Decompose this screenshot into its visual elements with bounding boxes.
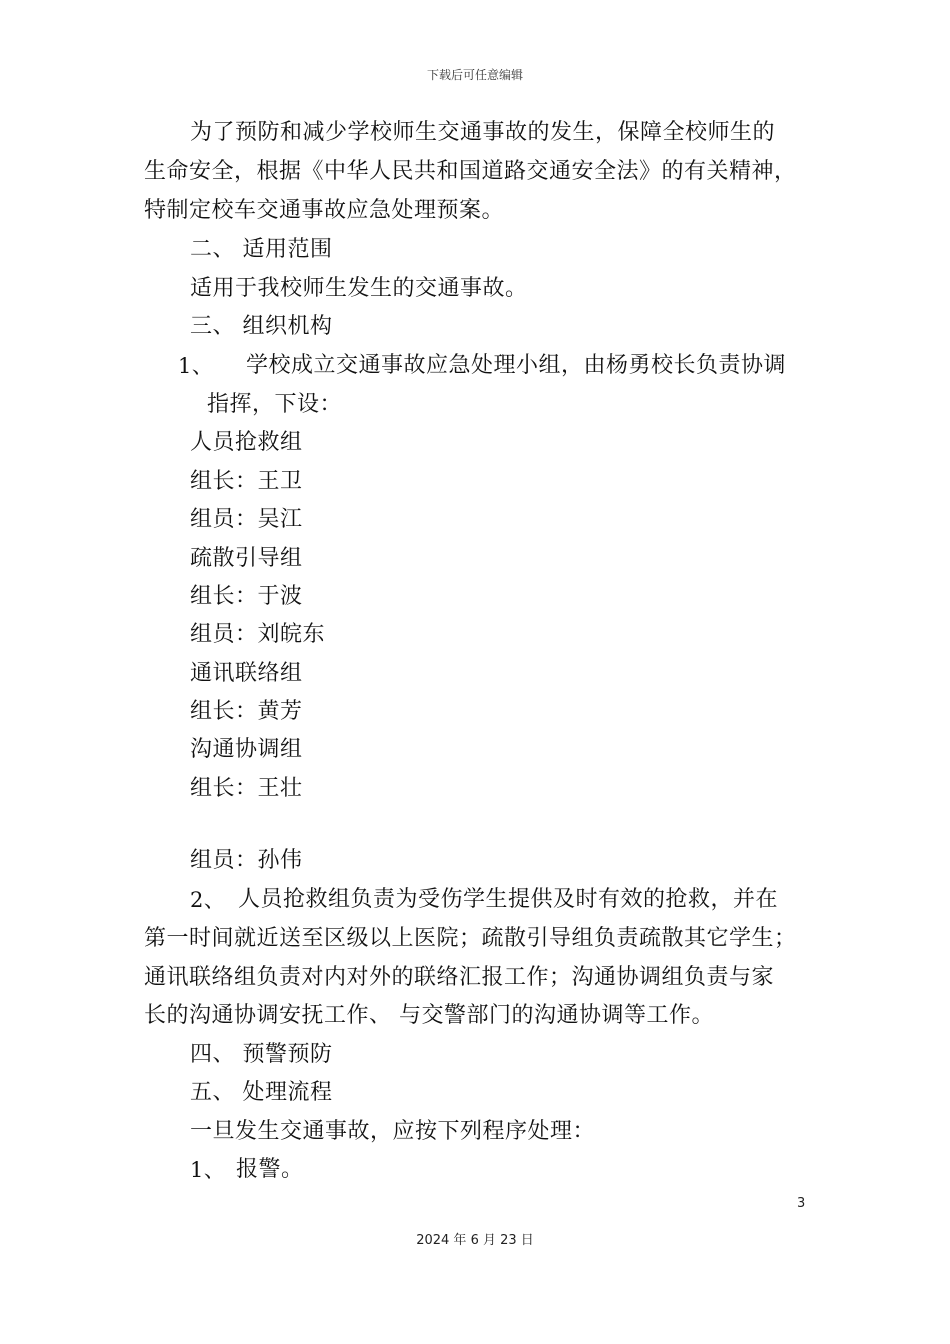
group-2-member: 组员：刘皖东: [190, 622, 326, 647]
section-2-title: 二、 适用范围: [190, 237, 333, 262]
section-2-text: 适用于我校师生发生的交通事故。: [190, 276, 528, 301]
step-1-text: 报警。: [236, 1157, 304, 1182]
step-1-number: 1、: [190, 1158, 226, 1182]
section-3-title: 三、 组织机构: [190, 314, 333, 339]
page-number: 3: [797, 1196, 806, 1211]
item-2-line-2: 第一时间就近送至区级以上医院；疏散引导组负责疏散其它学生；: [144, 926, 797, 951]
group-2-leader: 组长：于波: [190, 584, 303, 609]
item-2-number: 2、: [190, 888, 226, 912]
footer-date: 2024 年 6 月 23 日: [416, 1233, 534, 1248]
intro-line-1: 为了预防和减少学校师生交通事故的发生，保障全校师生的: [190, 120, 776, 145]
group-3-leader: 组长：黄芳: [190, 699, 303, 724]
group-4-name: 沟通协调组: [190, 737, 303, 762]
group-4-leader: 组长：王壮: [190, 776, 303, 801]
page-header: 下载后可任意编辑: [426, 68, 523, 82]
intro-line-2: 生命安全，根据《中华人民共和国道路交通安全法》的有关精神，: [144, 159, 797, 184]
group-2-name: 疏散引导组: [190, 546, 303, 571]
item-1-line-2: 指挥，下设：: [207, 392, 343, 417]
item-1-line-1: 学校成立交通事故应急处理小组，由杨勇校长负责协调: [246, 353, 787, 378]
item-2-line-3: 通讯联络组负责对内对外的联络汇报工作；沟通协调组负责与家: [144, 965, 775, 990]
group-1-member: 组员：吴江: [190, 507, 303, 532]
section-4-title: 四、 预警预防: [190, 1042, 333, 1067]
item-1-number: 1、: [178, 354, 214, 378]
section-5-title: 五、 处理流程: [190, 1080, 333, 1105]
item-2-line-4: 长的沟通协调安抚工作、 与交警部门的沟通协调等工作。: [144, 1003, 714, 1028]
section-5-text: 一旦发生交通事故，应按下列程序处理：: [190, 1119, 596, 1144]
group-1-name: 人员抢救组: [190, 430, 303, 455]
group-4-member: 组员：孙伟: [190, 848, 303, 873]
intro-line-3: 特制定校车交通事故应急处理预案。: [144, 198, 505, 223]
item-2-line-1: 人员抢救组负责为受伤学生提供及时有效的抢救，并在: [238, 887, 779, 912]
group-3-name: 通讯联络组: [190, 661, 303, 686]
group-1-leader: 组长：王卫: [190, 469, 303, 494]
